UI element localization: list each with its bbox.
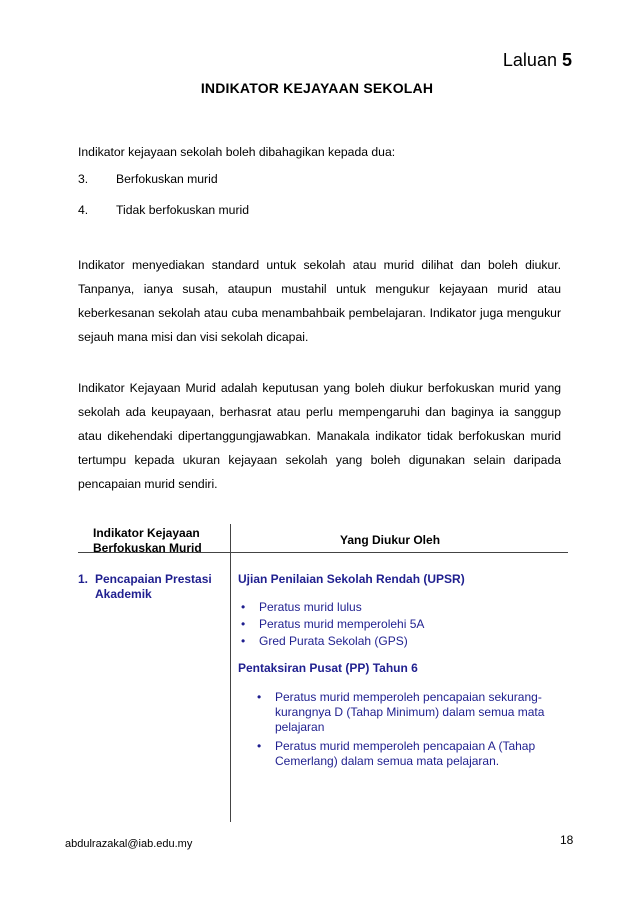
table-row-label <box>78 572 212 602</box>
list-item <box>241 634 424 649</box>
pp-list <box>257 690 575 769</box>
row-number: 1. <box>78 572 89 586</box>
row-label-line: Pencapaian Prestasi <box>95 572 212 586</box>
paragraph-indicators: Indikator menyediakan standard untuk sekolah atau murid dilihat dan boleh diukur. Tanpanya, ianya susah, ataupun mustahil untuk mengukur kejayaan murid atau keberkesanan sekolah atau cuba menambahbaik pembelajaran. Indikator juga mengukur sejauh mana misi dan visi sekolah dicapai. <box>78 258 561 344</box>
list-item-text: Peratus murid memperoleh pencapaian A (Tahap Cemerlang) dalam semua mata pelajaran. <box>275 739 536 768</box>
list-item <box>257 690 575 735</box>
list-number: 4. <box>78 203 89 217</box>
table-column-divider <box>230 524 231 822</box>
list-number: 3. <box>78 172 89 186</box>
intro-text: Indikator kejayaan sekolah boleh dibahagikan kepada dua: <box>78 145 396 159</box>
list-item <box>241 617 425 632</box>
bullet-dot-icon: • <box>257 690 262 704</box>
list-item <box>78 203 249 217</box>
section-pp-title: Pentaksiran Pusat (PP) Tahun 6 <box>238 661 418 675</box>
header-number: 5 <box>561 50 572 70</box>
paragraph-student-indicators: Indikator Kejayaan Murid adalah keputusan yang boleh diukur berfokuskan murid yang sekolah ada keupayaan, berhasrat atau perlu mempengaruhi dan baginya ia sanggup atau dikehendaki dipertanggungjawabkan. Manakala indikator tidak berfokuskan murid tertumpu kepada ukuran kejayaan sekolah yang boleh digunakan selain daripada pencapaian murid sendiri. <box>78 381 561 491</box>
running-header <box>503 50 572 71</box>
list-text: Berfokuskan murid <box>116 172 218 186</box>
list-text: Tidak berfokuskan murid <box>116 203 249 217</box>
bullet-dot-icon: • <box>241 634 246 648</box>
header-label: Laluan <box>502 50 557 70</box>
bullet-dot-icon: • <box>241 600 246 614</box>
table-header-divider <box>78 552 568 553</box>
table-header-line: Indikator Kejayaan <box>93 526 200 540</box>
table-header-measured-by: Yang Diukur Oleh <box>340 533 441 547</box>
section-upsr-title: Ujian Penilaian Sekolah Rendah (UPSR) <box>238 572 465 586</box>
list-item <box>241 600 424 615</box>
list-item-text: Peratus murid memperoleh pencapaian sekurang-kurangnya D (Tahap Minimum) dalam semua mata pelajaran <box>275 690 545 734</box>
list-item-text: Gred Purata Sekolah (GPS) <box>259 634 408 648</box>
list-item <box>78 172 218 186</box>
page-number: 18 <box>560 833 574 847</box>
list-item-text: Peratus murid memperolehi 5A <box>259 617 425 631</box>
table-header-line: Berfokuskan Murid <box>93 541 202 555</box>
list-item-text: Peratus murid lulus <box>259 600 362 614</box>
bullet-dot-icon: • <box>257 739 262 753</box>
page-title-text: INDIKATOR KEJAYAAN SEKOLAH <box>200 80 434 96</box>
upsr-list <box>241 600 425 649</box>
footer-email: abdulrazakal@iab.edu.my <box>65 838 193 850</box>
bullet-dot-icon: • <box>241 617 246 631</box>
list-item <box>257 739 575 769</box>
row-label-line: Akademik <box>95 587 152 601</box>
page-title <box>0 80 638 96</box>
